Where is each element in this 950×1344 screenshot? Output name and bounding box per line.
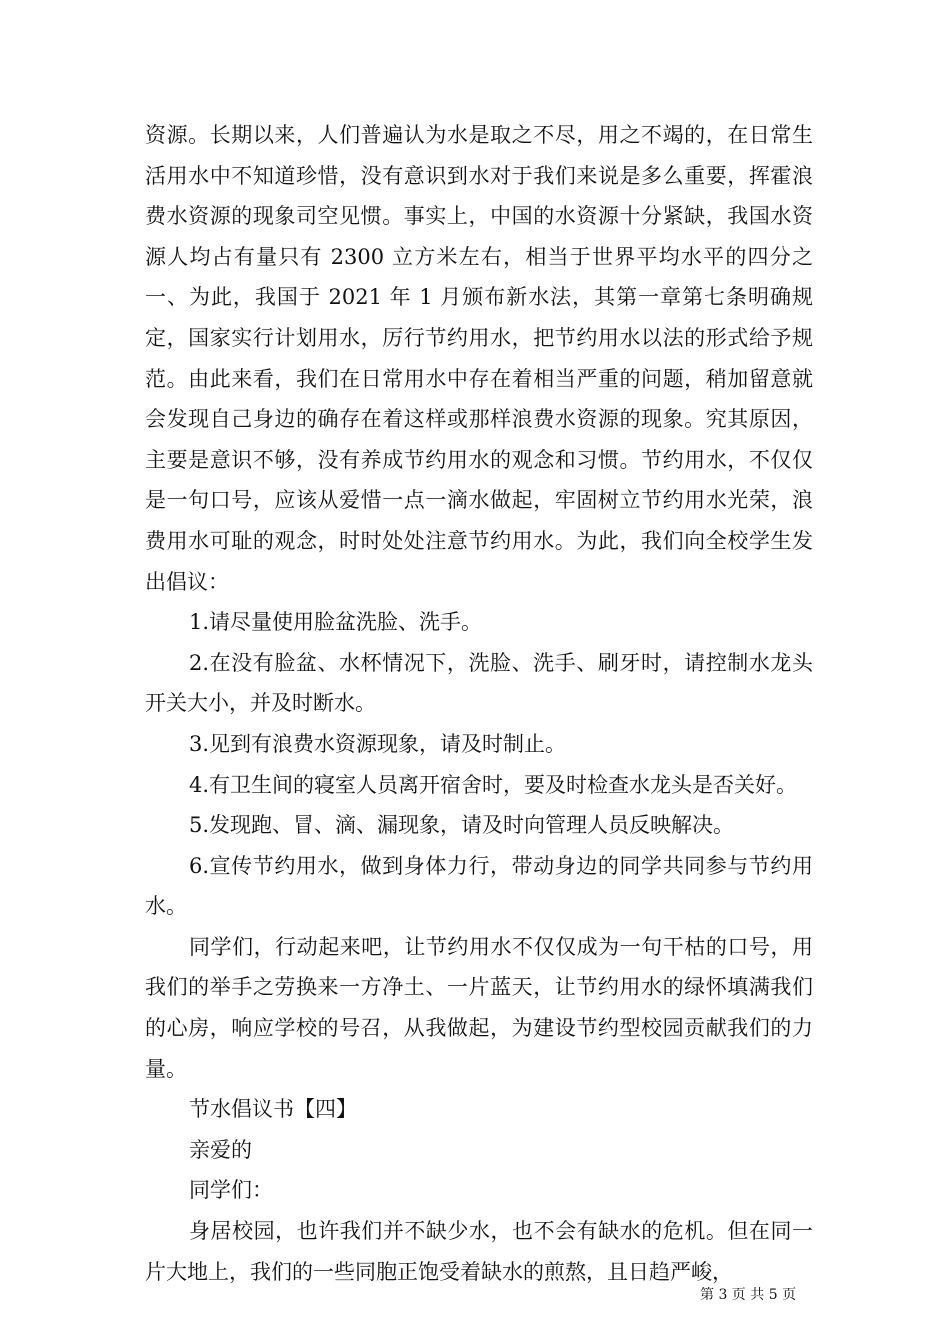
paragraph-campus-water: 身居校园，也许我们并不缺少水，也不会有缺水的危机。但在同一片大地上，我们的一些同胞正饱受着缺水的煎熬，且日趋严峻，	[145, 1219, 813, 1284]
document-body	[145, 115, 813, 1292]
proposal-item-4: 4.有卫生间的寝室人员离开宿舍时，要及时检查水龙头是否关好。	[189, 772, 798, 797]
page-number-footer: 第 3 页 共 5 页	[700, 1287, 797, 1303]
proposal-item-1: 1.请尽量使用脸盆洗脸、洗手。	[189, 610, 483, 635]
proposal-item-2: 2.在没有脸盆、水杯情况下，洗脸、洗手、刷牙时，请控制水龙头开关大小，并及时断水。	[145, 650, 813, 716]
paragraph-water-resources: 资源。长期以来，人们普遍认为水是取之不尽，用之不竭的，在日常生活用水中不知道珍惜，没有意识到水对于我们来说是多么重要，挥霍浪费水资源的现象司空见惯。事实上，中国的水资源十分紧缺，我国水资源人均占有量只有 2300 立方米左右，相当于世界平均水平的四分之一、为此，我国于 2021 年 1 月颁布新水法，其第一章第七条明确规定，国家实行计划用水，厉行节约用水，把节约用水以法的形式给予规范。由此来看，我们在日常用水中存在着相当严重的问题，稍加留意就会发现自己身边的确存在着这样或那样浪费水资源的现象。究其原因，主要是意识不够，没有养成节约用水的观念和习惯。节约用水，不仅仅是一句口号，应该从爱惜一点一滴水做起，牢固树立节约用水光荣，浪费用水可耻的观念，时时处处注意节约用水。为此，我们向全校学生发出倡议：	[145, 123, 813, 594]
salutation-line-2: 同学们：	[189, 1178, 273, 1203]
paragraph-call-to-action: 同学们，行动起来吧，让节约用水不仅仅成为一句干枯的口号，用我们的举手之劳换来一方净土、一片蓝天，让节约用水的绿怀填满我们的心房，响应学校的号召，从我做起，为建设节约型校园贡献我们的力量。	[145, 934, 813, 1081]
section-heading: 节水倡议书【四】	[189, 1097, 357, 1122]
proposal-item-3: 3.见到有浪费水资源现象，请及时制止。	[189, 731, 567, 756]
salutation-line-1: 亲爱的	[189, 1137, 252, 1162]
proposal-item-6: 6.宣传节约用水，做到身体力行，带动身边的同学共同参与节约用水。	[145, 853, 813, 919]
proposal-item-5: 5.发现跑、冒、滴、漏现象，请及时向管理人员反映解决。	[189, 813, 735, 838]
